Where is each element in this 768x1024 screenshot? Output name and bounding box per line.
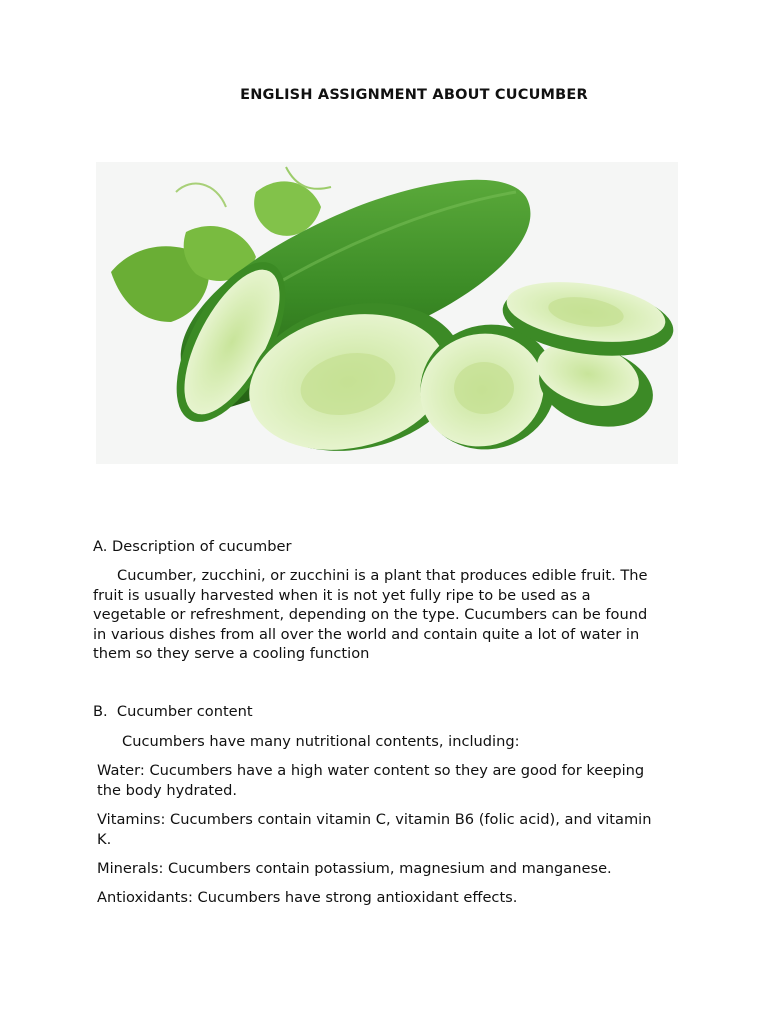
section-a-body-text: Cucumber, zucchini, or zucchini is a plant that produces edible fruit. The fruit is usually harvested when it is not yet fully ripe to be used as a vegetable or refreshment, depending on the type. Cucumbers can be found in various dishes from all over the world and contain quite a lot of water in them so they serve a cooling function xyxy=(93,567,648,663)
list-item-vitamins: Vitamins: Cucumbers contain vitamin C, vitamin B6 (folic acid), and vitamin K. xyxy=(97,811,652,848)
document-title: ENGLISH ASSIGNMENT ABOUT CUCUMBER xyxy=(240,87,588,103)
section-b-heading xyxy=(93,702,663,722)
section-b-heading-text: B. Cucumber content xyxy=(93,703,253,720)
list-item xyxy=(93,888,667,908)
list-item-water: Water: Cucumbers have a high water content so they are good for keeping the body hydrated. xyxy=(97,762,645,799)
list-item-minerals: Minerals: Cucumbers contain potassium, magnesium and manganese. xyxy=(97,860,612,877)
list-item-antioxidants: Antioxidants: Cucumbers have strong antioxidant effects. xyxy=(97,889,518,906)
cucumber-illustration xyxy=(96,162,678,464)
section-a-heading-text: A. Description of cucumber xyxy=(93,538,292,555)
list-item xyxy=(93,810,667,849)
section-b-intro xyxy=(93,732,663,752)
list-item xyxy=(93,761,667,800)
section-a-paragraph xyxy=(93,566,663,664)
section-b-intro-text: Cucumbers have many nutritional contents, including: xyxy=(122,733,520,750)
section-a-heading xyxy=(93,537,663,557)
list-item xyxy=(93,859,667,879)
